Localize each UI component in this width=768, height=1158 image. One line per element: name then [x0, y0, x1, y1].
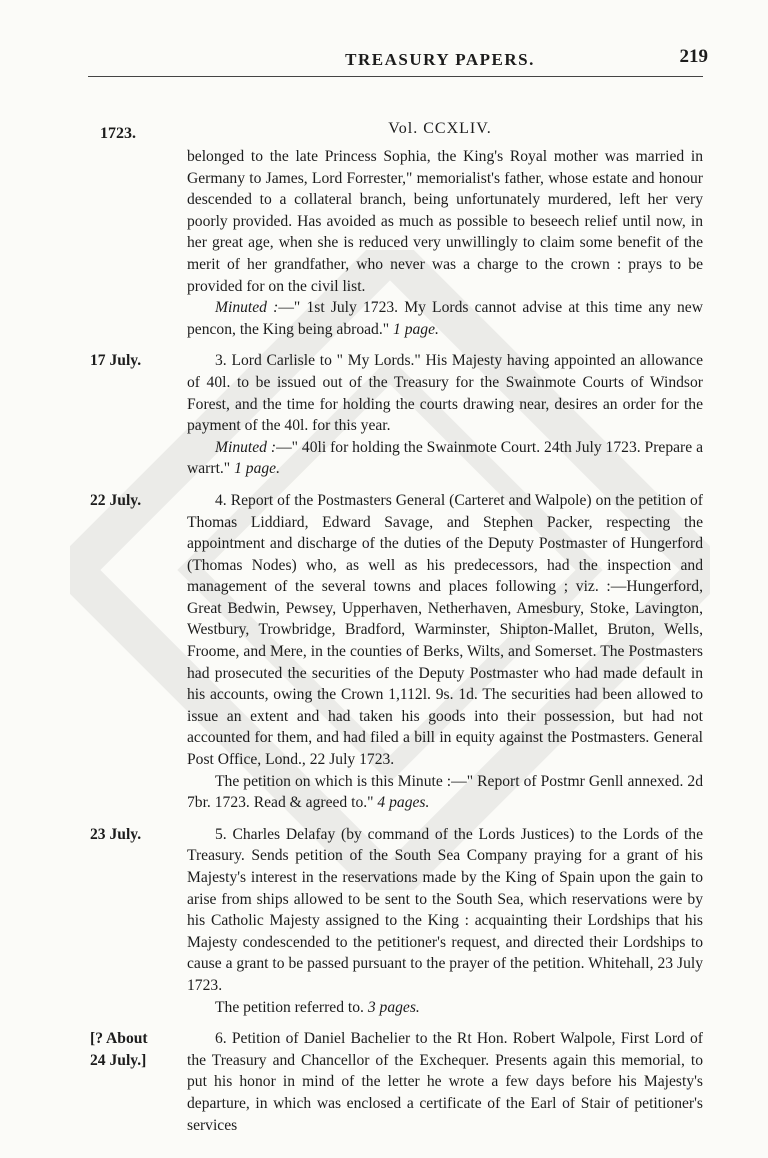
entry-continued: [88, 146, 703, 340]
entry-5: [88, 824, 703, 1018]
page-number: 219: [679, 46, 708, 67]
entry-6: [88, 1028, 703, 1136]
minute-text: The petition referred to.: [215, 998, 368, 1016]
entry-date: 22 July.: [90, 491, 142, 509]
entries-list: [88, 146, 703, 1146]
entry-4: [88, 490, 703, 814]
entry-body: [187, 146, 703, 340]
entry-3: [88, 350, 703, 480]
entry-text: 5. Charles Delafay (by command of the Lords Justices) to the Lords of the Treasury. Sends petition of the South Sea Company praying for a grant of his Majesty's interest in the reservations made by the King of Spain upon the gain to arise from ships allowed to be sent to the South Sea, which reservations were by his Catholic Majesty assigned to the King : acquainting their Lordships that his Majesty condescended to the petitioner's request, and directed their Lordships to cause a grant to be passed pursuant to the prayer of the petition. Whitehall, 23 July 1723.: [187, 825, 703, 994]
entry-body: [187, 350, 703, 480]
entry-text: 4. Report of the Postmasters General (Carteret and Walpole) on the petition of Thomas Liddiard, Edward Savage, and Stephen Packer, respecting the appointment and discharge of the duties of the Deputy Postmaster of Hungerford (Thomas Nodes) who, as well as his predecessors, had the inspection and management of the several towns and places following ; viz. :—Hungerford, Great Bedwin, Pewsey, Upperhaven, Netherhaven, Amesbury, Stoke, Lavington, Westbury, Trowbridge, Bradford, Warminster, Shipton-Mallet, Bruton, Wells, Froome, and Mere, in the counties of Berks, Wilts, and Somerset. The Postmasters had prosecuted the securities of the Deputy Postmaster who had made default in his accounts, owing the Crown 1,112l. 9s. 1d. The securities had been allowed to issue an extent and had taken his goods into their possession, but had not accounted for them, and had filed a bill in equity against the Postmasters. General Post Office, Lond., 22 July 1723.: [187, 491, 703, 769]
entry-minute: [187, 771, 703, 814]
entry-date: [? About 24 July.]: [90, 1030, 148, 1069]
header-rule: [88, 76, 703, 77]
entry-date: 23 July.: [90, 825, 142, 843]
entry-pages: 1 page.: [393, 320, 439, 338]
entry-minute: [187, 297, 703, 340]
entry-pages: 1 page.: [234, 460, 280, 478]
entry-pages: 4 pages.: [377, 794, 430, 812]
entry-minute: [187, 437, 703, 480]
entry-text: 6. Petition of Daniel Bachelier to the Rt Hon. Robert Walpole, First Lord of the Treasury and Chancellor of the Exchequer. Presents again this memorial, to put his honor in mind of the letter he wrote a few days before his Majesty's departure, in which was enclosed a certificate of the Earl of Stair of petitioner's services: [187, 1030, 703, 1134]
entry-body: [187, 490, 703, 814]
minute-label: Minuted :: [215, 438, 277, 456]
entry-body: [187, 1028, 703, 1136]
entry-body: [187, 824, 703, 1018]
entry-date: [88, 146, 187, 340]
margin-year: 1723.: [100, 125, 136, 142]
entry-date: 17 July.: [90, 352, 142, 370]
entry-text: 3. Lord Carlisle to " My Lords." His Majesty having appointed an allowance of 40l. to be issued out of the Treasury for the Swainmote Courts of Windsor Forest, and the time for holding the courts drawing near, desires an order for the payment of the 40l. for this year.: [187, 352, 703, 435]
entry-minute: [187, 997, 703, 1019]
minute-text: The petition on which is this Minute :—" Report of Postmr Genll annexed. 2d 7br. 1723. Read & agreed to.": [187, 772, 703, 812]
entry-pages: 3 pages.: [367, 998, 420, 1016]
minute-label: Minuted :: [215, 299, 279, 317]
running-head: TREASURY PAPERS.: [345, 50, 535, 69]
volume-heading: Vol. CCXLIV.: [388, 120, 492, 137]
entry-text: belonged to the late Princess Sophia, the King's Royal mother was married in Germany to James, Lord Forrester," memorialist's father, whose estate and honour descended to a collateral branch, being unfortunately murdered, left her very poorly provided. Has avoided as much as possible to beseech relief until now, in her great age, when she is reduced very unwillingly to claim some benefit of the merit of her grandfather, who never was a charge to the crown : prays to be provided for on the civil list.: [187, 148, 703, 295]
minute-text: —" 40li for holding the Swainmote Court. 24th July 1723. Prepare a warrt.": [187, 438, 703, 478]
minute-text: —" 1st July 1723. My Lords cannot advise at this time any new pencon, the King being abroad.": [187, 299, 703, 338]
